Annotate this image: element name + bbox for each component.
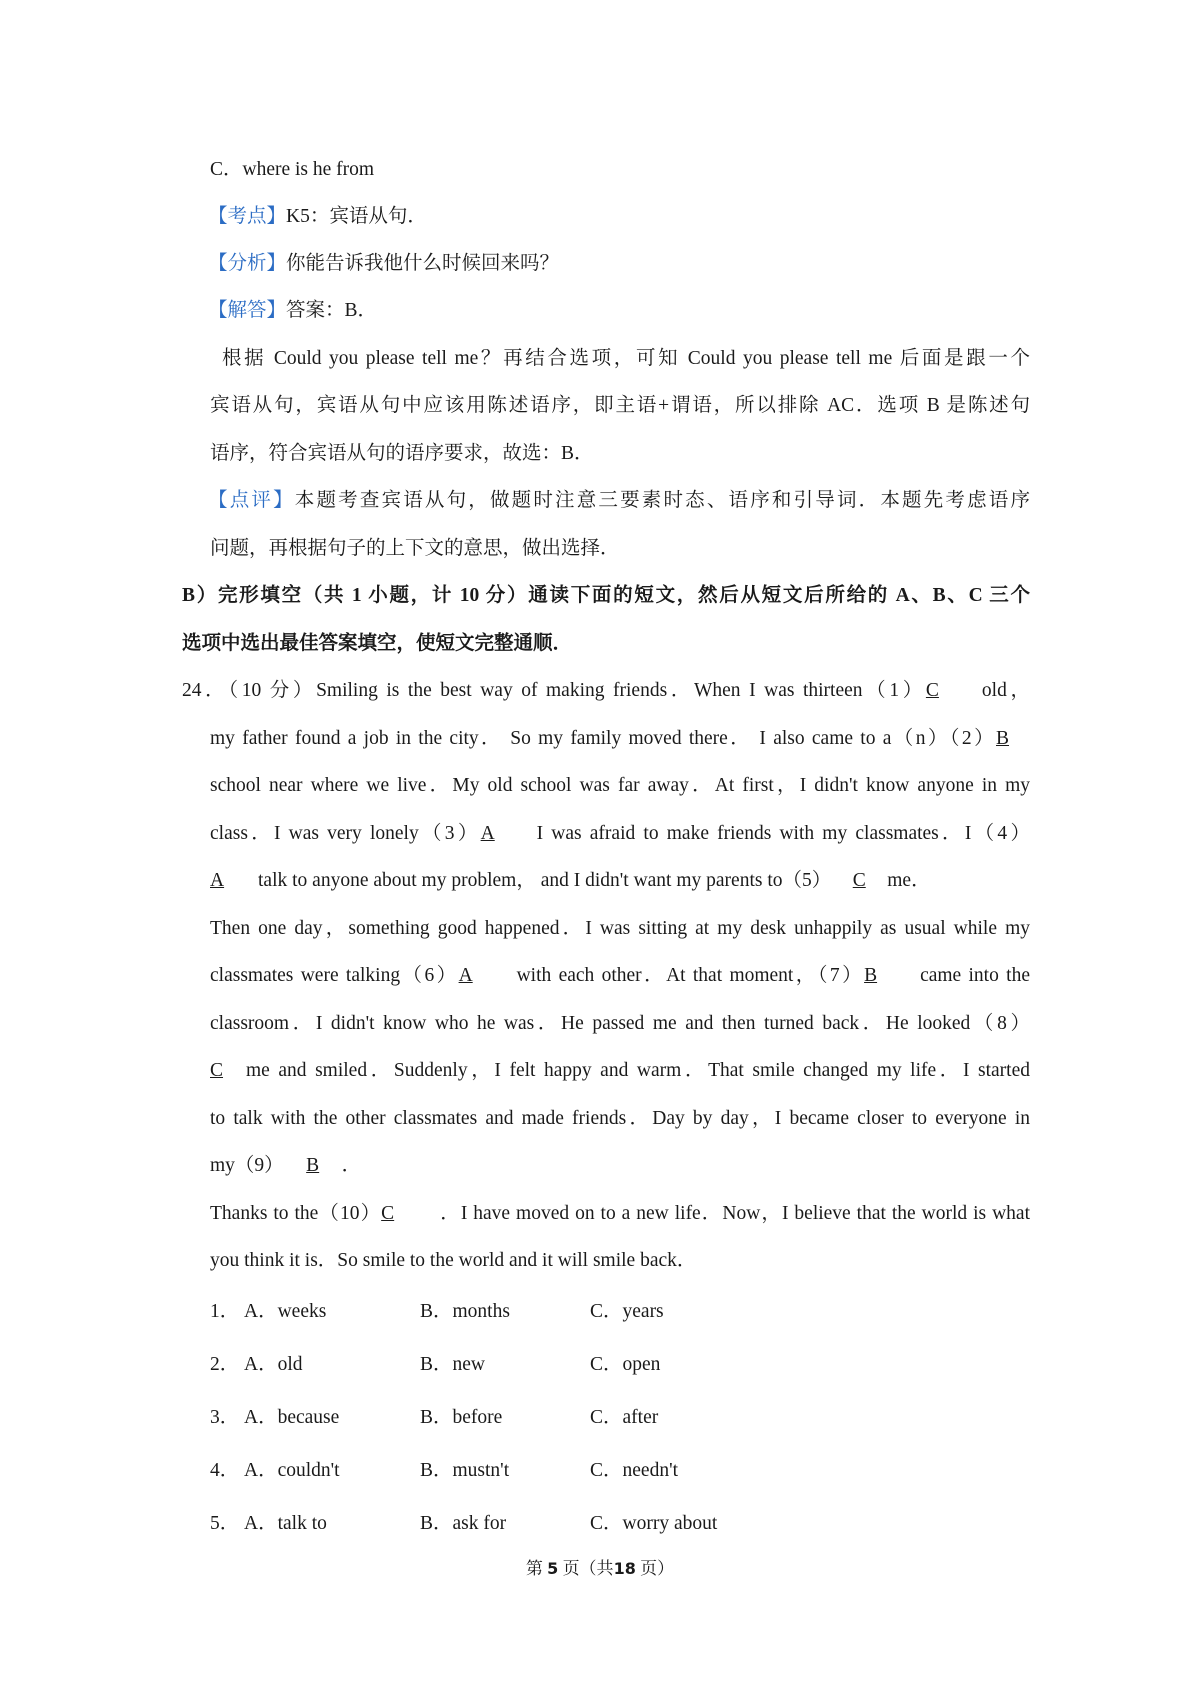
page-number: 5 xyxy=(547,1559,559,1578)
passage-text: classmates were talking（6） xyxy=(210,965,459,986)
passage-line-8: classroom．I didn't know who he was．He passed me and then turned back．He looked（8） xyxy=(210,1013,1030,1034)
passage-line-7 xyxy=(210,962,1030,990)
passage-text: came into the xyxy=(920,965,1030,986)
jieda-text: 答案：B． xyxy=(286,300,378,321)
option-a: A．talk to xyxy=(244,1513,327,1534)
option-a: A．old xyxy=(244,1354,303,1375)
passage-text: with each other．At that moment，（7） xyxy=(516,965,865,986)
dianping-text: 本题考查宾语从句，做题时注意三要素时态、语序和引导词．本题先考虑语序 xyxy=(294,490,1030,511)
explain-line-1: 根据 Could you please tell me？再结合选项，可知 Could you please tell me 后面是跟一个 xyxy=(222,348,1030,369)
answer-blank-1: C xyxy=(925,680,939,701)
jieda-line xyxy=(208,297,1028,325)
page-footer xyxy=(0,1556,1200,1582)
kaodian-line xyxy=(208,203,1028,231)
explain-line-3: 语序，符合宾语从句的语序要求，故选：B． xyxy=(210,443,594,464)
option-a: A．weeks xyxy=(244,1301,327,1322)
passage-line-2 xyxy=(210,725,1030,753)
option-number: 1． xyxy=(210,1301,240,1322)
option-b: B．mustn't xyxy=(420,1460,510,1481)
passage-line-6: Then one day，something good happened．I was sitting at my desk unhappily as usual while my xyxy=(210,918,1030,939)
passage-text: I was afraid to make friends with my classmates．I（4） xyxy=(536,823,1030,844)
fenxi-tag: 【分析】 xyxy=(208,253,287,274)
section-heading-2: 选项中选出最佳答案填空，使短文完整通顺． xyxy=(182,633,573,654)
passage-text: my father found a job in the city． So my family moved there． I also came to a（n）（2） xyxy=(210,728,996,749)
explain-line-2: 宾语从句，宾语从句中应该用陈述语序，即主语+谓语，所以排除 AC．选项 B 是陈述句 xyxy=(210,395,1030,416)
footer-text: 页） xyxy=(640,1559,675,1578)
passage-text: talk to anyone about my problem， and I didn't want my parents to（5） xyxy=(258,870,832,891)
passage-line-10: to talk with the other classmates and made friends．Day by day，I became closer to everyone in xyxy=(210,1108,1030,1129)
passage-line-4 xyxy=(210,820,1030,848)
option-c: C．after xyxy=(590,1407,659,1428)
answer-blank-4: A xyxy=(210,870,225,891)
passage-line-12 xyxy=(210,1200,1030,1228)
option-b: B．before xyxy=(420,1407,503,1428)
passage-text: me and smiled．Suddenly，I felt happy and warm．That smile changed my life．I started xyxy=(246,1060,1030,1081)
passage-text: 24．（10 分）Smiling is the best way of making friends．When I was thirteen（1） xyxy=(182,680,926,701)
passage-line-13: you think it is．So smile to the world and it will smile back． xyxy=(210,1250,697,1271)
answer-blank-2: B xyxy=(996,728,1010,749)
answer-blank-10: C xyxy=(381,1203,395,1224)
dianping-tag: 【点评】 xyxy=(208,490,295,511)
passage-line-5 xyxy=(210,867,1030,895)
option-c: C．years xyxy=(590,1301,664,1322)
answer-blank-3: A xyxy=(480,823,495,844)
option-b: B．new xyxy=(420,1354,485,1375)
passage-text: my（9） xyxy=(210,1155,284,1176)
dianping-line xyxy=(208,487,1030,515)
jieda-tag: 【解答】 xyxy=(208,300,287,321)
option-a: A．because xyxy=(244,1407,340,1428)
option-b: B．months xyxy=(420,1301,510,1322)
passage-line-3: school near where we live．My old school was far away．At first，I didn't know anyone in my xyxy=(210,775,1030,796)
option-b: B．ask for xyxy=(420,1513,507,1534)
option-c-line: C．where is he from xyxy=(210,159,375,180)
answer-blank-9: B xyxy=(306,1155,320,1176)
option-number: 4． xyxy=(210,1460,240,1481)
passage-line-1 xyxy=(182,677,1030,705)
answer-blank-5: C xyxy=(852,870,866,891)
footer-text: 第 xyxy=(525,1559,543,1578)
footer-text: 页（共 xyxy=(562,1559,614,1578)
total-pages: 18 xyxy=(613,1559,636,1578)
kaodian-text: K5：宾语从句． xyxy=(286,206,427,227)
answer-blank-8: C xyxy=(210,1060,224,1081)
option-number: 3． xyxy=(210,1407,240,1428)
option-number: 2． xyxy=(210,1354,240,1375)
passage-text: me． xyxy=(887,870,931,891)
passage-line-9 xyxy=(210,1057,1030,1085)
section-heading-1: B）完形填空（共 1 小题，计 10 分）通读下面的短文，然后从短文后所给的 A、B、C 三个 xyxy=(182,585,1030,606)
passage-text: class．I was very lonely（3） xyxy=(210,823,481,844)
option-number: 5． xyxy=(210,1513,240,1534)
passage-text: old， xyxy=(981,680,1030,701)
kaodian-tag: 【考点】 xyxy=(208,206,287,227)
option-a: A．couldn't xyxy=(244,1460,340,1481)
fenxi-line xyxy=(208,250,1028,278)
fenxi-text: 你能告诉我他什么时候回来吗？ xyxy=(286,253,560,274)
passage-text: Thanks to the（10） xyxy=(210,1203,382,1224)
dianping-line-2: 问题，再根据句子的上下文的意思，做出选择． xyxy=(210,538,620,559)
passage-text: ．I have moved on to a new life．Now，I believe that the world is what xyxy=(439,1203,1030,1224)
passage-line-11 xyxy=(210,1152,1030,1180)
answer-blank-7: B xyxy=(864,965,878,986)
passage-text: ． xyxy=(341,1155,362,1176)
answer-blank-6: A xyxy=(458,965,473,986)
option-c: C．needn't xyxy=(590,1460,678,1481)
option-c: C．open xyxy=(590,1354,661,1375)
option-c: C．worry about xyxy=(590,1513,718,1534)
